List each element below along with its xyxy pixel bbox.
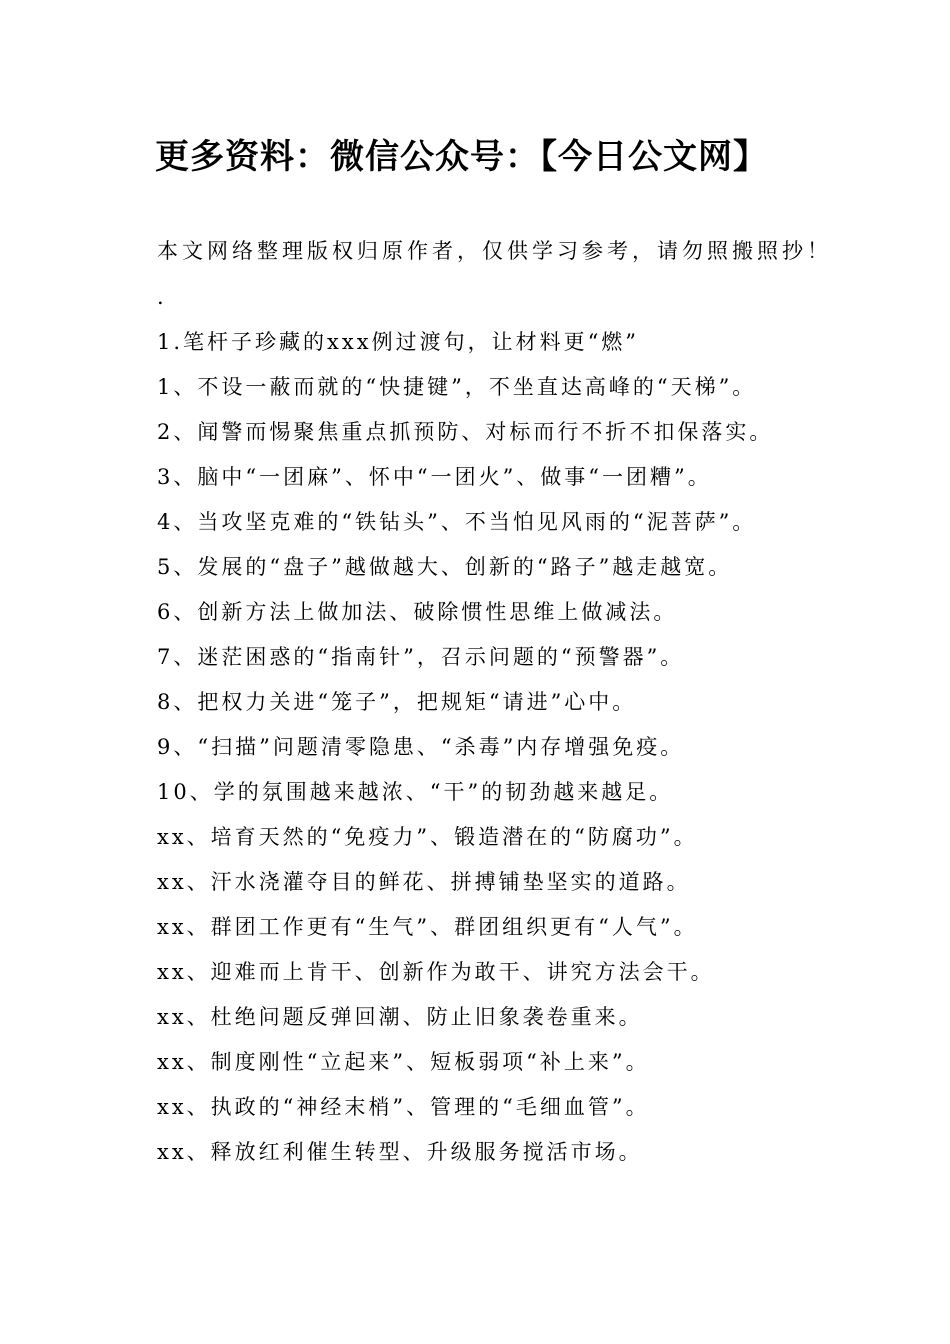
list-item: xx、执政的“神经末梢”、管理的“毛细血管”。 (157, 1095, 650, 1119)
list-item: xx、群团工作更有“生气”、群团组织更有“人气”。 (157, 915, 698, 939)
list-item: 7、迷茫困惑的“指南针”，召示问题的“预警器”。 (157, 645, 685, 669)
separator-dot: . (157, 285, 164, 309)
list-item: 3、脑中“一团麻”、怀中“一团火”、做事“一团糟”。 (157, 465, 712, 489)
list-item: xx、杜绝问题反弹回潮、防止旧象袭卷重来。 (157, 1005, 643, 1029)
list-item: 1.笔杆子珍藏的xxx例过渡句，让材料更“燃” (157, 330, 640, 354)
copyright-notice: 本文网络整理版权归原作者，仅供学习参考，请勿照搬照抄！ (157, 239, 832, 263)
list-item: 9、“扫描”问题清零隐患、“杀毒”内存增强免疫。 (157, 735, 685, 759)
list-item: 1、不设一蔽而就的“快捷键”，不坐直达高峰的“天梯”。 (157, 375, 757, 399)
list-item: xx、汗水浇灌夺目的鲜花、拼搏铺垫坚实的道路。 (157, 870, 691, 894)
list-item: xx、制度刚性“立起来”、短板弱项“补上来”。 (157, 1050, 650, 1074)
list-item: 2、闻警而惕聚焦重点抓预防、对标而行不折不扣保落实。 (157, 420, 774, 444)
sentence-list (157, 327, 773, 1182)
list-item: 10、学的氛围越来越浓、“干”的韧劲越来越足。 (157, 780, 674, 804)
header-title: 更多资料：微信公众号：【今日公文网】 (155, 137, 768, 177)
list-item: xx、释放红利催生转型、升级服务搅活市场。 (157, 1140, 643, 1164)
list-item: 5、发展的“盘子”越做越大、创新的“路子”越走越宽。 (157, 555, 733, 579)
list-item: 8、把权力关进“笼子”，把规矩“请进”心中。 (157, 690, 637, 714)
list-item: xx、迎难而上肯干、创新作为敢干、讲究方法会干。 (157, 960, 715, 984)
list-item: 4、当攻坚克难的“铁钻头”、不当怕见风雨的“泥菩萨”。 (157, 510, 757, 534)
list-item: 6、创新方法上做加法、破除惯性思维上做减法。 (157, 600, 678, 624)
list-item: xx、培育天然的“免疫力”、锻造潜在的“防腐功”。 (157, 825, 698, 849)
